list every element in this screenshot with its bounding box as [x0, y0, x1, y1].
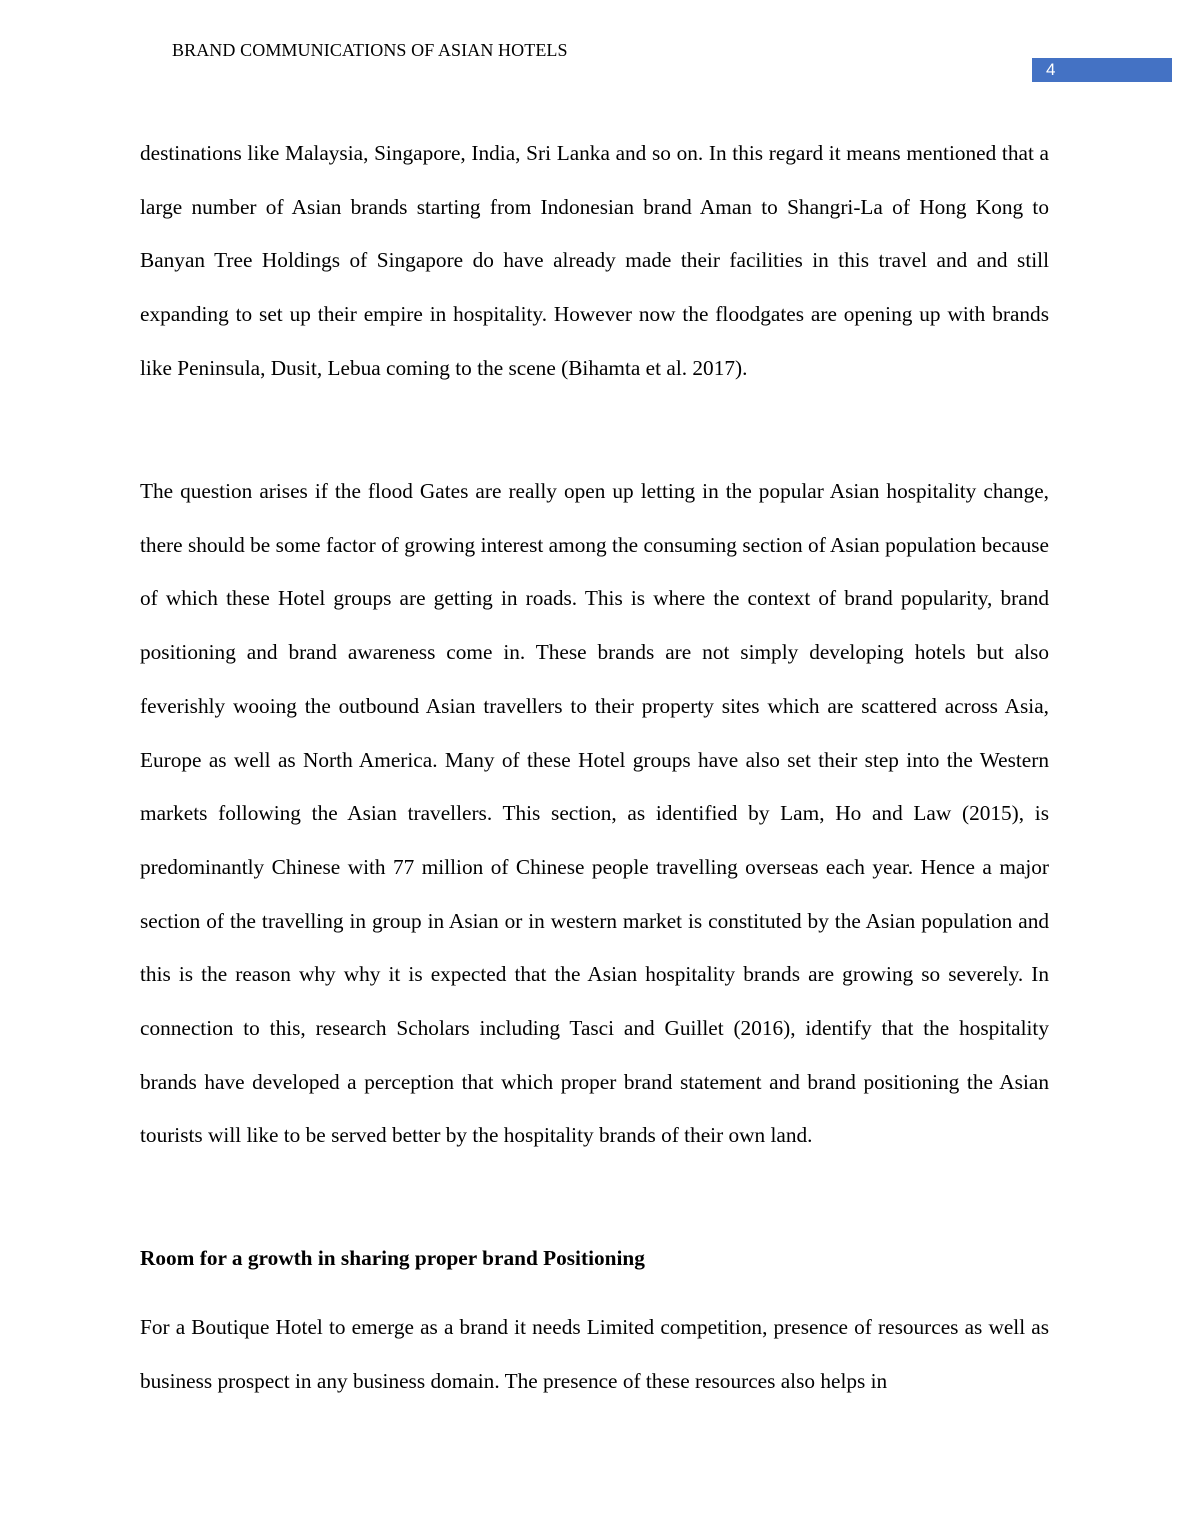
page-number: 4	[1046, 60, 1056, 79]
body-paragraph-2: The question arises if the flood Gates are really open up letting in the popular Asian hospitality change, there should be some factor of growing interest among the consuming section of Asian population because of which these Hotel groups are getting in roads. This is where the context of brand popularity, brand positioning and brand awareness come in. These brands are not simply developing hotels but also feverishly wooing the outbound Asian travellers to their property sites which are scattered across Asia, Europe as well as North America. Many of these Hotel groups have also set their step into the Western markets following the Asian travellers. This section, as identified by Lam, Ho and Law (2015), is predominantly Chinese with 77 million of Chinese people travelling overseas each year. Hence a major section of the travelling in group in Asian or in western market is constituted by the Asian population and this is the reason why why it is expected that the Asian hospitality brands are growing so severely. In connection to this, research Scholars including Tasci and Guillet (2016), identify that the hospitality brands have developed a perception that which proper brand statement and brand positioning the Asian tourists will like to be served better by the hospitality brands of their own land.	[140, 479, 1049, 1148]
section-heading: Room for a growth in sharing proper brand Positioning	[140, 1246, 645, 1270]
page-number-box	[1032, 58, 1172, 82]
body-paragraph-1: destinations like Malaysia, Singapore, India, Sri Lanka and so on. In this regard it means mentioned that a large number of Asian brands starting from Indonesian brand Aman to Shangri-La of Hong Kong to Banyan Tree Holdings of Singapore do have already made their facilities in this travel and and still expanding to set up their empire in hospitality. However now the floodgates are opening up with brands like Peninsula, Dusit, Lebua coming to the scene (Bihamta et al. 2017).	[140, 141, 1049, 380]
running-head: BRAND COMMUNICATIONS OF ASIAN HOTELS	[172, 40, 568, 60]
body-paragraph-3: For a Boutique Hotel to emerge as a brand it needs Limited competition, presence of resources as well as business prospect in any business domain. The presence of these resources also helps in	[140, 1315, 1049, 1393]
